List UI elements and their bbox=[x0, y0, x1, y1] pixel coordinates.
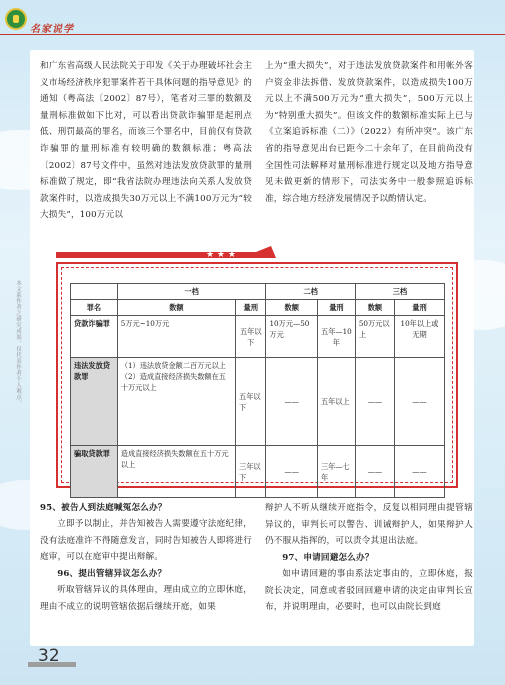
sentence-cell: 五年以上 bbox=[317, 358, 355, 446]
answer-paragraph: 如申请回避的事由系法定事由的，立即休庭，报院长决定，同意或者驳回回避申请的决定由审判长宣布，并说明理由，必要时，也可以由院长到庭 bbox=[265, 569, 473, 613]
answer-paragraph: 辩护人不听从继续开庭指令，反复以相同理由提管辖异议的，审判长可以警告、训诫辩护人，如果辩护人仍不服从指挥的，可以责令其退出法庭。 bbox=[265, 503, 473, 547]
table-subheader-row bbox=[71, 300, 445, 316]
amount-cell: —— bbox=[355, 446, 394, 498]
column-header: 罪名 bbox=[71, 300, 118, 316]
table-row bbox=[71, 358, 445, 446]
column-header: 量刑 bbox=[236, 300, 266, 316]
sentence-cell: 五年以下 bbox=[236, 358, 266, 446]
header-divider bbox=[0, 34, 505, 35]
amount-cell: —— bbox=[266, 446, 317, 498]
body-paragraph-right: 上为“重大损失”，对于违法发放贷款案件和用帐外客户资金非法拆借、发放贷款案件，以造成损失100万元以上不满500万元为“重大损失”，500万元以上为“特别重大损失”。但该文件的数额标准实际上已与《立案追诉标准（二）》（2022）有所冲突”。该广东省的指导意见出台已距今二十余年了，在目前尚没有全国性司法解释对量刑标准进行规定以及地方指导意见未做更新的情形下，司法实务中一般参照追诉标准，综合地方经济发展情况予以酌情认定。 bbox=[265, 61, 473, 204]
column-header: 数额 bbox=[266, 300, 317, 316]
party-emblem-icon bbox=[5, 8, 27, 30]
table-corner-cell bbox=[71, 284, 118, 300]
amount-cell: 10万元—50万元 bbox=[266, 316, 317, 358]
level-header: 二档 bbox=[266, 284, 355, 300]
column-header: 量刑 bbox=[317, 300, 355, 316]
crime-name-cell: 违法发放贷款罪 bbox=[71, 358, 118, 446]
answer-paragraph: 听取管辖异议的具体理由，理由成立的立即休庭，理由不成立的说明管辖依据后继续开庭，如果 bbox=[40, 585, 252, 612]
body-paragraph-left: 和广东省高级人民法院关于印发《关于办理破坏社会主义市场经济秩序犯罪案件若干具体问题的指导意见》的通知（粤高法〔2002〕87号），笔者对三罪的数额及量刑标准做如下比对，可以看出贷款诈骗罪是起刑点低、刑罚最高的罪名，而该三个罪名中，目前仅有贷款诈骗罪的量刑标准有较明确的数额标准；粤高法〔2002〕87号文件中，虽然对违法发放贷款罪的量刑标准做了规定，即“我省法院办理违法向关系人发放贷款案件时，以造成损失30万元以上不满100万元为“较大损失”，100万元以 bbox=[40, 61, 252, 221]
sentence-cell: 三年—七年 bbox=[317, 446, 355, 498]
page-number: 32 bbox=[38, 646, 60, 666]
sentencing-comparison-table bbox=[70, 283, 445, 498]
sentence-cell: —— bbox=[394, 446, 444, 498]
column-header: 数额 bbox=[355, 300, 394, 316]
crime-name-cell: 贷款诈骗罪 bbox=[71, 316, 118, 358]
sentence-cell: 五年以下 bbox=[236, 316, 266, 358]
question-heading: 96、提出管辖异议怎么办？ bbox=[57, 569, 167, 579]
question-heading: 95、被告人到法庭喊冤怎么办？ bbox=[40, 503, 167, 513]
sentence-cell: —— bbox=[394, 358, 444, 446]
column-header: 量刑 bbox=[394, 300, 444, 316]
level-header: 一档 bbox=[117, 284, 266, 300]
level-header: 三档 bbox=[355, 284, 444, 300]
sentence-cell: 三年以下 bbox=[236, 446, 266, 498]
crime-name-cell: 骗取贷款罪 bbox=[71, 446, 118, 498]
amount-cell: （1）违法放贷金额二百万元以上 （2）造成直接经济损失数额在五十万元以上 bbox=[117, 358, 235, 446]
amount-cell: 5万元~10万元 bbox=[117, 316, 235, 358]
answer-paragraph: 立即予以制止，并告知被告人需要遵守法庭纪律，没有法庭准许不得随意发言，同时告知被告人即将进行庭审，可以在庭审中提出辩解。 bbox=[40, 519, 252, 563]
sentence-cell: 10年以上或无期 bbox=[394, 316, 444, 358]
svg-text:★ ★ ★: ★ ★ ★ bbox=[206, 250, 236, 260]
table-row bbox=[71, 316, 445, 358]
table-row bbox=[71, 446, 445, 498]
sentence-cell: 五年—10年 bbox=[317, 316, 355, 358]
section-title: 名家说学 bbox=[30, 24, 74, 35]
amount-cell: 50万元以上 bbox=[355, 316, 394, 358]
column-header: 数额 bbox=[117, 300, 235, 316]
amount-cell: —— bbox=[355, 358, 394, 446]
table-level-row bbox=[71, 284, 445, 300]
amount-cell: 造成直接经济损失数额在五十万元以上 bbox=[117, 446, 235, 498]
question-heading: 97、申请回避怎么办？ bbox=[282, 553, 374, 563]
amount-cell: —— bbox=[266, 358, 317, 446]
side-note: 本文系作者之研究成果。仅代表作者个人观点。 bbox=[15, 280, 21, 406]
